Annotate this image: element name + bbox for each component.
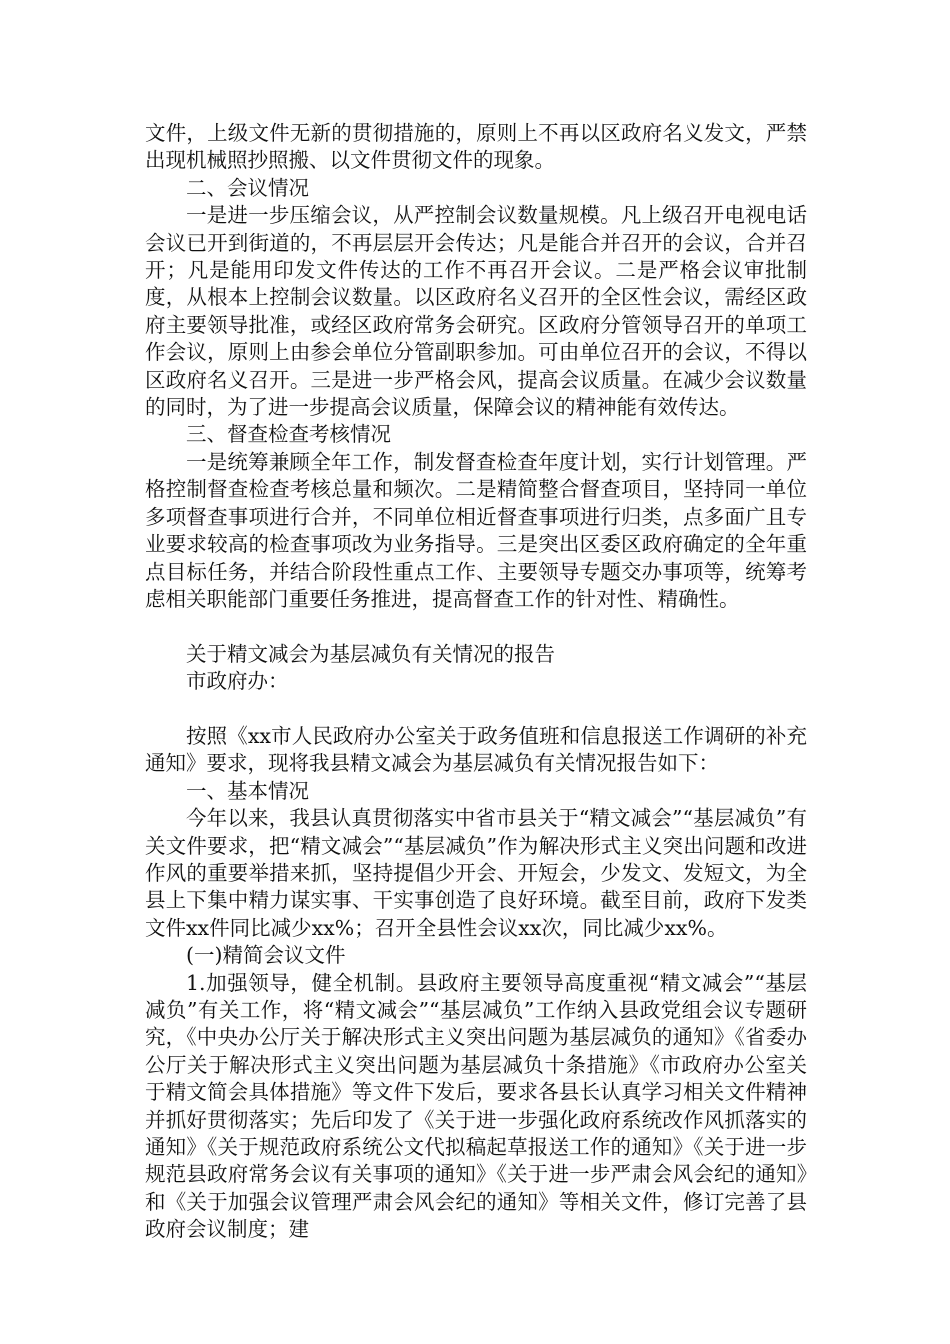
- paragraph-leadership-mechanism: 1.加强领导，健全机制。县政府主要领导高度重视“精文减会”“基层减负”有关工作，将“精文减会”“基层减负”工作纳入县政党组会议专题研究，《中央办公厅关于解决形式主义突出问题为基层减负的通知》《省委办公厅关于解决形式主义突出问题为基层减负十条措施》《市政府办公室关于精文简会具体措施》等文件下发后，要求各县长认真学习相关文件精神并抓好贯彻落实；先后印发了《关于进一步强化政府系统改作风抓落实的通知》《关于规范政府系统公文代拟稿起草报送工作的通知》《关于进一步规范县政府常务会议有关事项的通知》《关于进一步严肃会风会纪的通知》和《关于加强会议管理严肃会风会纪的通知》等相关文件，修订完善了县政府会议制度；建: [145, 970, 807, 1242]
- blank-line: [145, 613, 807, 640]
- document-page: [145, 120, 807, 1244]
- paragraph-intro: 按照《xx市人民政府办公室关于政务值班和信息报送工作调研的补充通知》要求，现将我县精文减会为基层减负有关情况报告如下：: [145, 723, 807, 776]
- paragraph-basic-situation: 今年以来，我县认真贯彻落实中省市县关于“精文减会”“基层减负”有关文件要求，把“精文减会”“基层减负”作为解决形式主义突出问题和改进作风的重要举措来抓，坚持提倡少开会、开短会，少发文、发短文，为全县上下集中精力谋实事、干实事创造了良好环境。截至目前，政府下发类文件xx件同比减少xx%；召开全县性会议xx次，同比减少xx%。: [145, 806, 807, 940]
- paragraph-inspection: 一是统筹兼顾全年工作，制发督查检查年度计划，实行计划管理。严格控制督查检查考核总量和频次。二是精简整合督查项目，坚持同一单位多项督查事项进行合并，不同单位相近督查事项进行归类，点多面广且专业要求较高的检查事项改为业务指导。三是突出区委区政府确定的全年重点目标任务，并结合阶段性重点工作、主要领导专题交办事项等，统筹考虑相关职能部门重要任务推进，提高督查工作的针对性、精确性。: [145, 449, 807, 611]
- blank-line: [145, 696, 807, 723]
- heading-basic-situation: 一、基本情况: [186, 778, 309, 803]
- paragraph-meetings: 一是进一步压缩会议，从严控制会议数量规模。凡上级召开电视电话会议已开到街道的，不再层层开会传达；凡是能合并召开的会议，合并召开；凡是能用印发文件传达的工作不再召开会议。二是严格会议审批制度，从根本上控制会议数量。以区政府名义召开的全区性会议，需经区政府主要领导批准，或经区政府常务会研究。区政府分管领导召开的单项工作会议，原则上由参会单位分管副职参加。可由单位召开的会议，不得以区政府名义召开。三是进一步严格会风，提高会议质量。在减少会议数量的同时，为了进一步提高会议质量，保障会议的精神能有效传达。: [145, 203, 807, 420]
- heading-simplify-meetings-documents: (一)精简会议文件: [186, 943, 346, 968]
- paragraph-continuation: 文件，上级文件无新的贯彻措施的，原则上不再以区政府名义发文，严禁出现机械照抄照搬、以文件贯彻文件的现象。: [145, 121, 807, 173]
- heading-meeting-situation: 二、会议情况: [186, 175, 309, 200]
- heading-inspection-situation: 三、督查检查考核情况: [186, 422, 391, 447]
- report-recipient: 市政府办：: [186, 669, 289, 694]
- report-title: 关于精文减会为基层减负有关情况的报告: [186, 641, 555, 666]
